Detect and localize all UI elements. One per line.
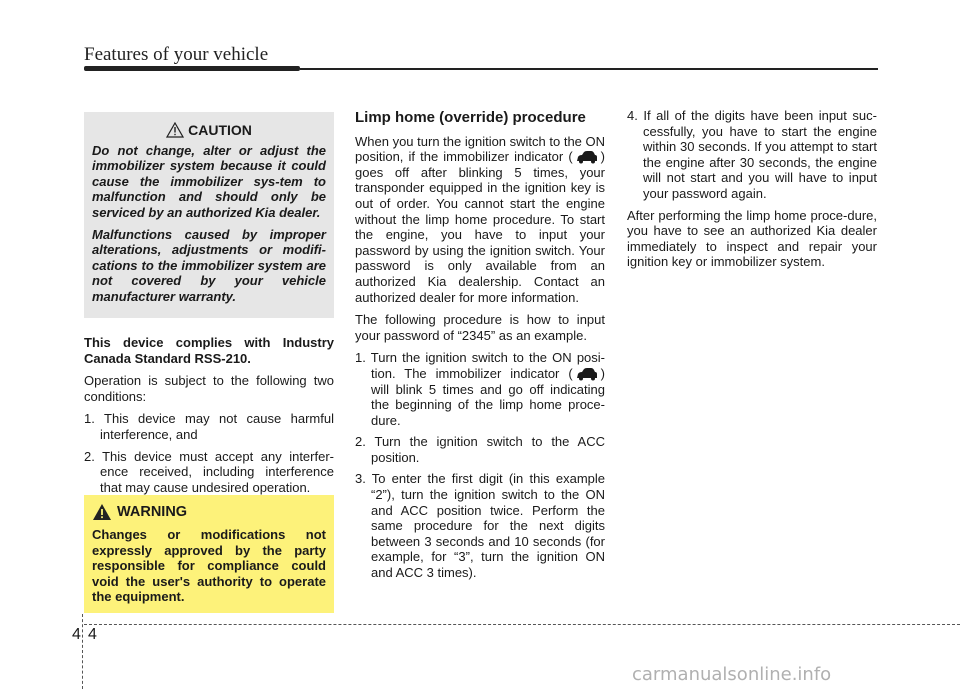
caution-title: CAUTION bbox=[188, 122, 252, 138]
right-column bbox=[627, 108, 877, 277]
caution-box bbox=[84, 112, 334, 318]
page-header-title: Features of your vehicle bbox=[84, 44, 269, 65]
procedure-step-2: 2. Turn the ignition switch to the ACC position. bbox=[355, 434, 605, 465]
procedure-step-3: 3. To enter the first digit (in this example “2”), turn the ignition switch to the ON and ACC position twice. Perform the same procedure for the next digits between 3 seconds and 10 seconds (for example, for “3”, turn the ignition ON and ACC 3 times). bbox=[355, 471, 605, 581]
procedure-step-1-start: 1. Turn the ignition switch to the ON posi-tion. The immobilizer indicator ( bbox=[355, 350, 605, 381]
password-example-intro: The following procedure is how to input your password of “2345” as an example. bbox=[355, 312, 605, 343]
page-number-section: 4 bbox=[72, 626, 81, 643]
watermark-text: carmanualsonline.info bbox=[632, 664, 832, 685]
warning-box bbox=[84, 495, 334, 613]
section-title: Limp home (override) procedure bbox=[355, 109, 586, 126]
conditions-intro: Operation is subject to the following two conditions: bbox=[84, 373, 334, 404]
left-column bbox=[84, 335, 334, 501]
warning-text: Changes or modifications not expressly approved by the party responsible for compliance could void the user's authority to operate the equipment. bbox=[92, 527, 326, 605]
caution-header bbox=[92, 122, 326, 138]
limp-home-intro-end: ) goes off after blinking 5 times, your transponder equipped in the ignition key is out of order. You cannot start the engine without the limp home procedure. To start the engine, you have to input your password by using the ignition switch. Your password is only available from an authorized Kia dealership. Contact an authorized dealer for more information. bbox=[355, 149, 605, 305]
caution-paragraph-1: Do not change, alter or adjust the immobilizer system because it could cause the immobilizer sys-tem to malfunction and should only be serviced by an authorized Kia dealer. bbox=[92, 143, 326, 220]
warning-title: WARNING bbox=[117, 504, 188, 520]
condition-item: 1. This device may not cause harmful interference, and bbox=[84, 411, 334, 442]
after-procedure-note: After performing the limp home proce-dure, you have to see an authorized Kia dealer immediately to inspect and repair your ignition key or immobilizer system. bbox=[627, 207, 877, 270]
header-rule-thick bbox=[84, 66, 300, 71]
page-number: 4 bbox=[88, 626, 97, 643]
immobilizer-indicator-icon bbox=[575, 367, 599, 381]
procedure-steps-continued bbox=[627, 108, 877, 202]
caution-paragraph-2: Malfunctions caused by improper alterations, adjustments or modifi-cations to the immobilizer system are not covered by your vehicle manufacturer warranty. bbox=[92, 227, 326, 304]
footer-rule bbox=[84, 624, 960, 625]
warning-header bbox=[92, 503, 326, 521]
caution-triangle-icon bbox=[166, 122, 184, 138]
middle-column bbox=[355, 108, 605, 587]
compliance-statement: This device complies with Industry Canada Standard RSS-210. bbox=[84, 335, 334, 366]
immobilizer-indicator-icon bbox=[575, 150, 599, 164]
limp-home-intro-start: When you turn the ignition switch to the ON position, if the immobilizer indicator ( bbox=[355, 133, 606, 165]
footer-divider bbox=[82, 614, 83, 689]
conditions-list bbox=[84, 411, 334, 495]
procedure-step-1-end: ) will blink 5 times and go off indicating the beginning of the limp home proce-dure. bbox=[371, 365, 605, 428]
procedure-steps bbox=[355, 350, 605, 580]
condition-item: 2. This device must accept any interfer-ence received, including interference that may cause undesired operation. bbox=[84, 448, 334, 495]
limp-home-intro bbox=[355, 134, 605, 306]
procedure-step-4: 4. If all of the digits have been input suc-cessfully, you have to start the engine within 30 seconds. If you attempt to start the engine after 30 seconds, the engine will not start and you will have to input your password again. bbox=[627, 108, 877, 201]
warning-triangle-icon bbox=[92, 503, 112, 521]
procedure-step-1 bbox=[355, 350, 605, 428]
header-rule-thin bbox=[300, 68, 878, 70]
